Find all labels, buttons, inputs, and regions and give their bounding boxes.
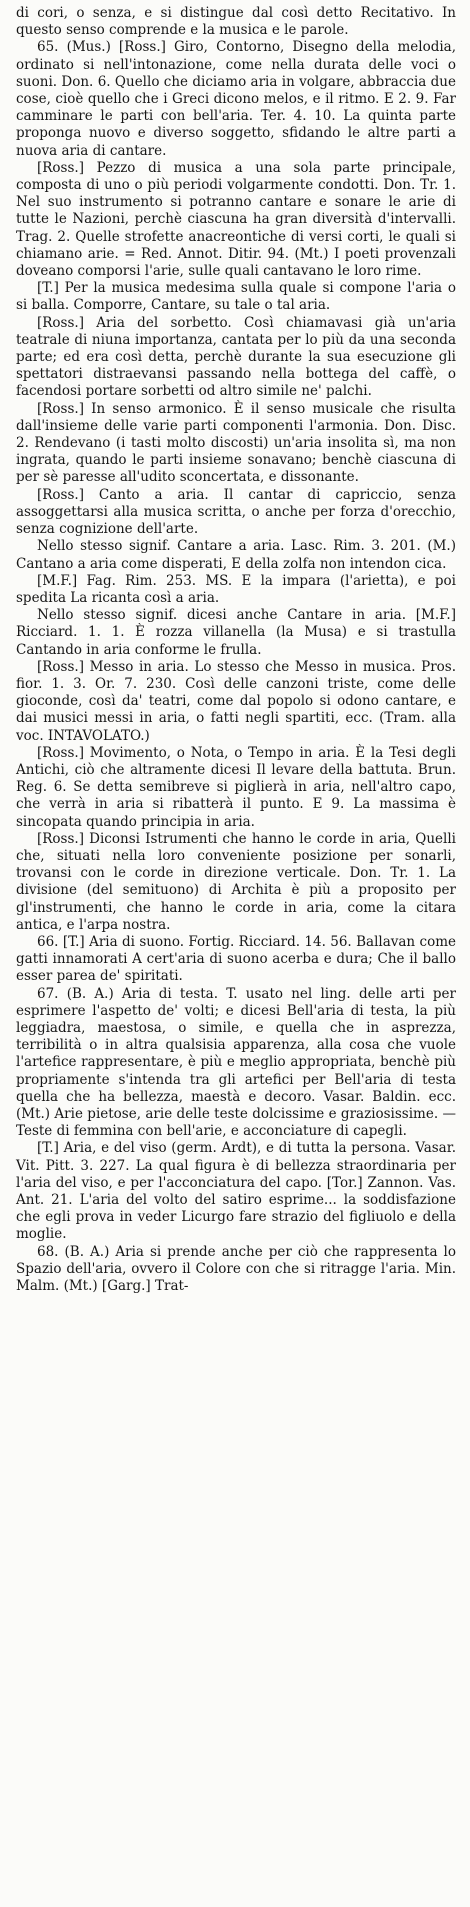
entry-65: 65. (Mus.) [Ross.] Giro, Contorno, Disegno della melodia, ordinato si nell'intonazione, come nella durata delle voci o suoni. Don. 6. Quello che diciamo aria in volgare, abbraccia due cose, cioè quello che i Greci dicono melos, e il ritmo. E 2. 9. Far camminare le parti con bell'aria. Ter. 4. 10. La quinta parte proponga nuovo e diverso soggetto, sfidando le altre parti a nuova aria di cantare.	[16, 39, 456, 159]
sense-musica-medesima: [T.] Per la musica medesima sulla quale si compone l'aria o si balla. Comporre, Cantare, su tale o tal aria.	[16, 280, 456, 314]
entry-66: 66. [T.] Aria di suono. Fortig. Ricciard. 14. 56. Ballavan come gatti innamorati A cert'aria di suono acerba e dura; Che il ballo esser parea de' spiritati.	[16, 933, 456, 985]
entry-67: 67. (B. A.) Aria di testa. T. usato nel ling. delle arti per esprimere l'aspetto de' volti; e dicesi Bell'aria di testa, la più leggiadra, maestosa, o simile, e quella che in asprezza, terribilità o in altra qualsisia apparenza, alla cosa che vuole l'artefice rappresentare, è più e meglio appropriata, benchè più propriamente s'intenda tra gli artefici per Bell'aria di testa quella che ha bellezza, maestà e decoro. Vasar. Baldin. ecc. (Mt.) Arie pietose, arie delle teste dolcissime e graziosissime. — Teste di femmina con bell'arie, e acconciature di capegli.	[16, 985, 456, 1140]
paragraph-continuation: di cori, o senza, e si distingue dal così detto Recitativo. In questo senso comprende e la musica e le parole.	[16, 5, 456, 39]
sense-messo-in-aria: [Ross.] Messo in aria. Lo stesso che Messo in musica. Pros. fior. 1. 3. Or. 7. 230. Così delle canzoni triste, come delle gioconde, così da' teatri, come dal popolo si odono cantare, e dai musici messi in aria, o fatti negli spartiti, ecc. (Tram. alla voc. INTAVOLATO.)	[16, 658, 456, 744]
sense-movimento-in-aria: [Ross.] Movimento, o Nota, o Tempo in aria. È la Tesi degli Antichi, ciò che altramente dicesi Il levare della battuta. Brun. Reg. 6. Se detta semibreve si piglierà in aria, nell'altro capo, che verrà in aria si ribatterà il punto. E 9. La massima è sincopata quando principia in aria.	[16, 744, 456, 830]
sense-fag-rim: [M.F.] Fag. Rim. 253. MS. E la impara (l'arietta), e poi spedita La ricanta così a aria.	[16, 572, 456, 606]
sense-cantare-a-aria: Nello stesso signif. Cantare a aria. Lasc. Rim. 3. 201. (M.) Cantano a aria come disperati, E della zolfa non intendon cica.	[16, 538, 456, 572]
sense-cantare-in-aria: Nello stesso signif. dicesi anche Cantare in aria. [M.F.] Ricciard. 1. 1. È rozza villanella (la Musa) e si trastulla Cantando in aria conforme le frulla.	[16, 607, 456, 658]
sense-aria-del-viso: [T.] Aria, e del viso (germ. Ardt), e di tutta la persona. Vasar. Vit. Pitt. 3. 227. La qual figura è di bellezza straordinaria per l'aria del viso, e per l'acconciatura del capo. [Tor.] Zannon. Vas. Ant. 21. L'aria del volto del satiro esprime... la soddisfazione che egli prova in veder Licurgo fare strazio del figliuolo e della moglie.	[16, 1140, 456, 1243]
sense-aria-del-sorbetto: [Ross.] Aria del sorbetto. Così chiamavasi già un'aria teatrale di niuna importanza, cantata per lo più da una seconda parte; ed era così detta, perchè durante la sua esecuzione gli spettatori distraevansi passando nella bottega del caffè, o facendosi portare sorbetti od altro simile ne' palchi.	[16, 314, 456, 400]
entry-68: 68. (B. A.) Aria si prende anche per ciò che rappresenta lo Spazio dell'aria, ovvero il Colore con che si ritragge l'aria. Min. Malm. (Mt.) [Garg.] Trat-	[16, 1243, 456, 1295]
sense-canto-a-aria: [Ross.] Canto a aria. Il cantar di capriccio, senza assoggettarsi alla musica scritta, o anche per forza d'orecchio, senza cognizione dell'arte.	[16, 486, 456, 538]
sense-pezzo-di-musica: [Ross.] Pezzo di musica a una sola parte principale, composta di uno o più periodi volgarmente condotti. Don. Tr. 1. Nel suo instrumento si potranno cantare e sonare le arie di tutte le Nazioni, perchè ciascuna ha gran diversità d'intervalli. Trag. 2. Quelle strofette anacreontiche di versi corti, le quali si chiamano arie. = Red. Annot. Ditir. 94. (Mt.) I poeti provenzali doveano comporsi l'arie, sulle quali cantavano le loro rime.	[16, 159, 456, 280]
sense-istrumenti-corde-in-aria: [Ross.] Diconsi Istrumenti che hanno le corde in aria, Quelli che, situati nella loro conveniente posizione per sonarli, trovansi con le corde in direzione verticale. Don. Tr. 1. La divisione (del semituono) di Archita è più a proposito per gl'instrumenti, che hanno le corde in aria, come la citara antica, e l'arpa nostra.	[16, 830, 456, 933]
sense-armonico: [Ross.] In senso armonico. È il senso musicale che risulta dall'insieme delle varie parti componenti l'armonia. Don. Disc. 2. Rendevano (i tasti molto discosti) un'aria insolita sì, ma non ingrata, quando le parti insieme sonavano; benchè ciascuna di per sè paresse all'udito sconcertata, e dissonante.	[16, 400, 456, 486]
